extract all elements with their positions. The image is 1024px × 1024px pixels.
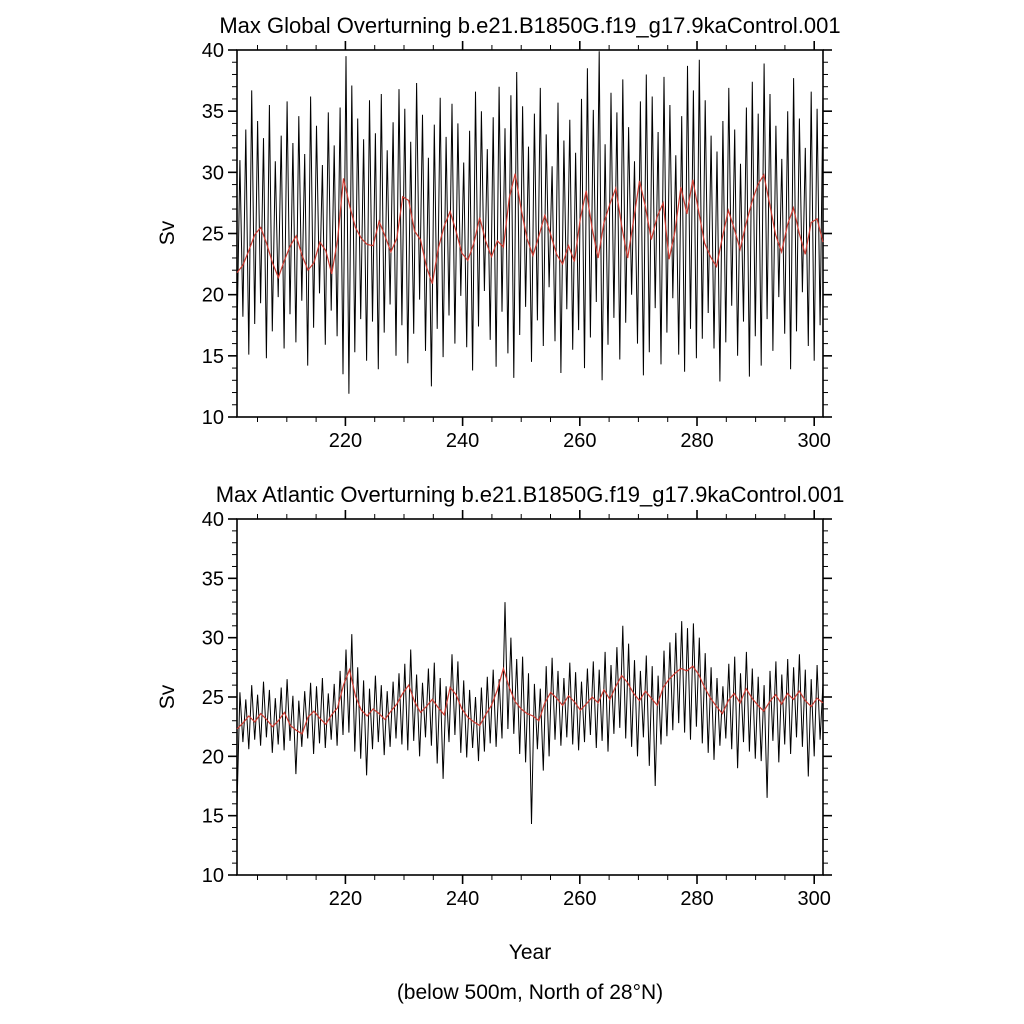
x-tick-label: 300 bbox=[797, 888, 831, 910]
y-tick-label: 10 bbox=[201, 865, 224, 887]
monthly-series-line bbox=[237, 51, 823, 394]
x-tick-label: 220 bbox=[328, 430, 363, 452]
y-tick-label: 40 bbox=[201, 40, 224, 62]
y-tick-label: 35 bbox=[201, 568, 224, 591]
bottom-chart-ylabel: Sv bbox=[156, 684, 179, 710]
top-chart-ylabel: Sv bbox=[156, 220, 179, 246]
x-tick-label: 240 bbox=[445, 888, 480, 910]
footnote: (below 500m, North of 28°N) bbox=[396, 981, 664, 1004]
y-tick-label: 35 bbox=[201, 101, 224, 124]
y-tick-label: 30 bbox=[201, 627, 224, 650]
x-tick-label: 220 bbox=[328, 888, 363, 910]
y-tick-label: 25 bbox=[201, 687, 224, 709]
y-tick-label: 40 bbox=[201, 509, 224, 531]
x-tick-label: 280 bbox=[680, 430, 714, 452]
monthly-series-line bbox=[237, 602, 823, 824]
y-tick-label: 25 bbox=[201, 223, 224, 246]
plot-frame bbox=[237, 519, 823, 875]
bottom-chart-title: Max Atlantic Overturning b.e21.B1850G.f19_g17.9kaControl.001 bbox=[215, 482, 845, 507]
y-tick-label: 10 bbox=[201, 407, 224, 429]
y-tick-label: 15 bbox=[201, 805, 224, 828]
x-tick-label: 240 bbox=[445, 430, 480, 452]
y-tick-label: 15 bbox=[201, 345, 224, 368]
y-tick-label: 30 bbox=[201, 162, 224, 185]
y-tick-label: 20 bbox=[201, 746, 224, 769]
y-tick-label: 20 bbox=[201, 284, 224, 307]
x-tick-label: 300 bbox=[797, 430, 831, 452]
x-tick-label: 260 bbox=[563, 888, 597, 910]
top-chart-title: Max Global Overturning b.e21.B1850G.f19_g17.9kaControl.001 bbox=[219, 13, 841, 38]
x-axis-title: Year bbox=[508, 941, 552, 964]
x-tick-label: 280 bbox=[680, 888, 714, 910]
x-tick-label: 260 bbox=[563, 430, 597, 452]
